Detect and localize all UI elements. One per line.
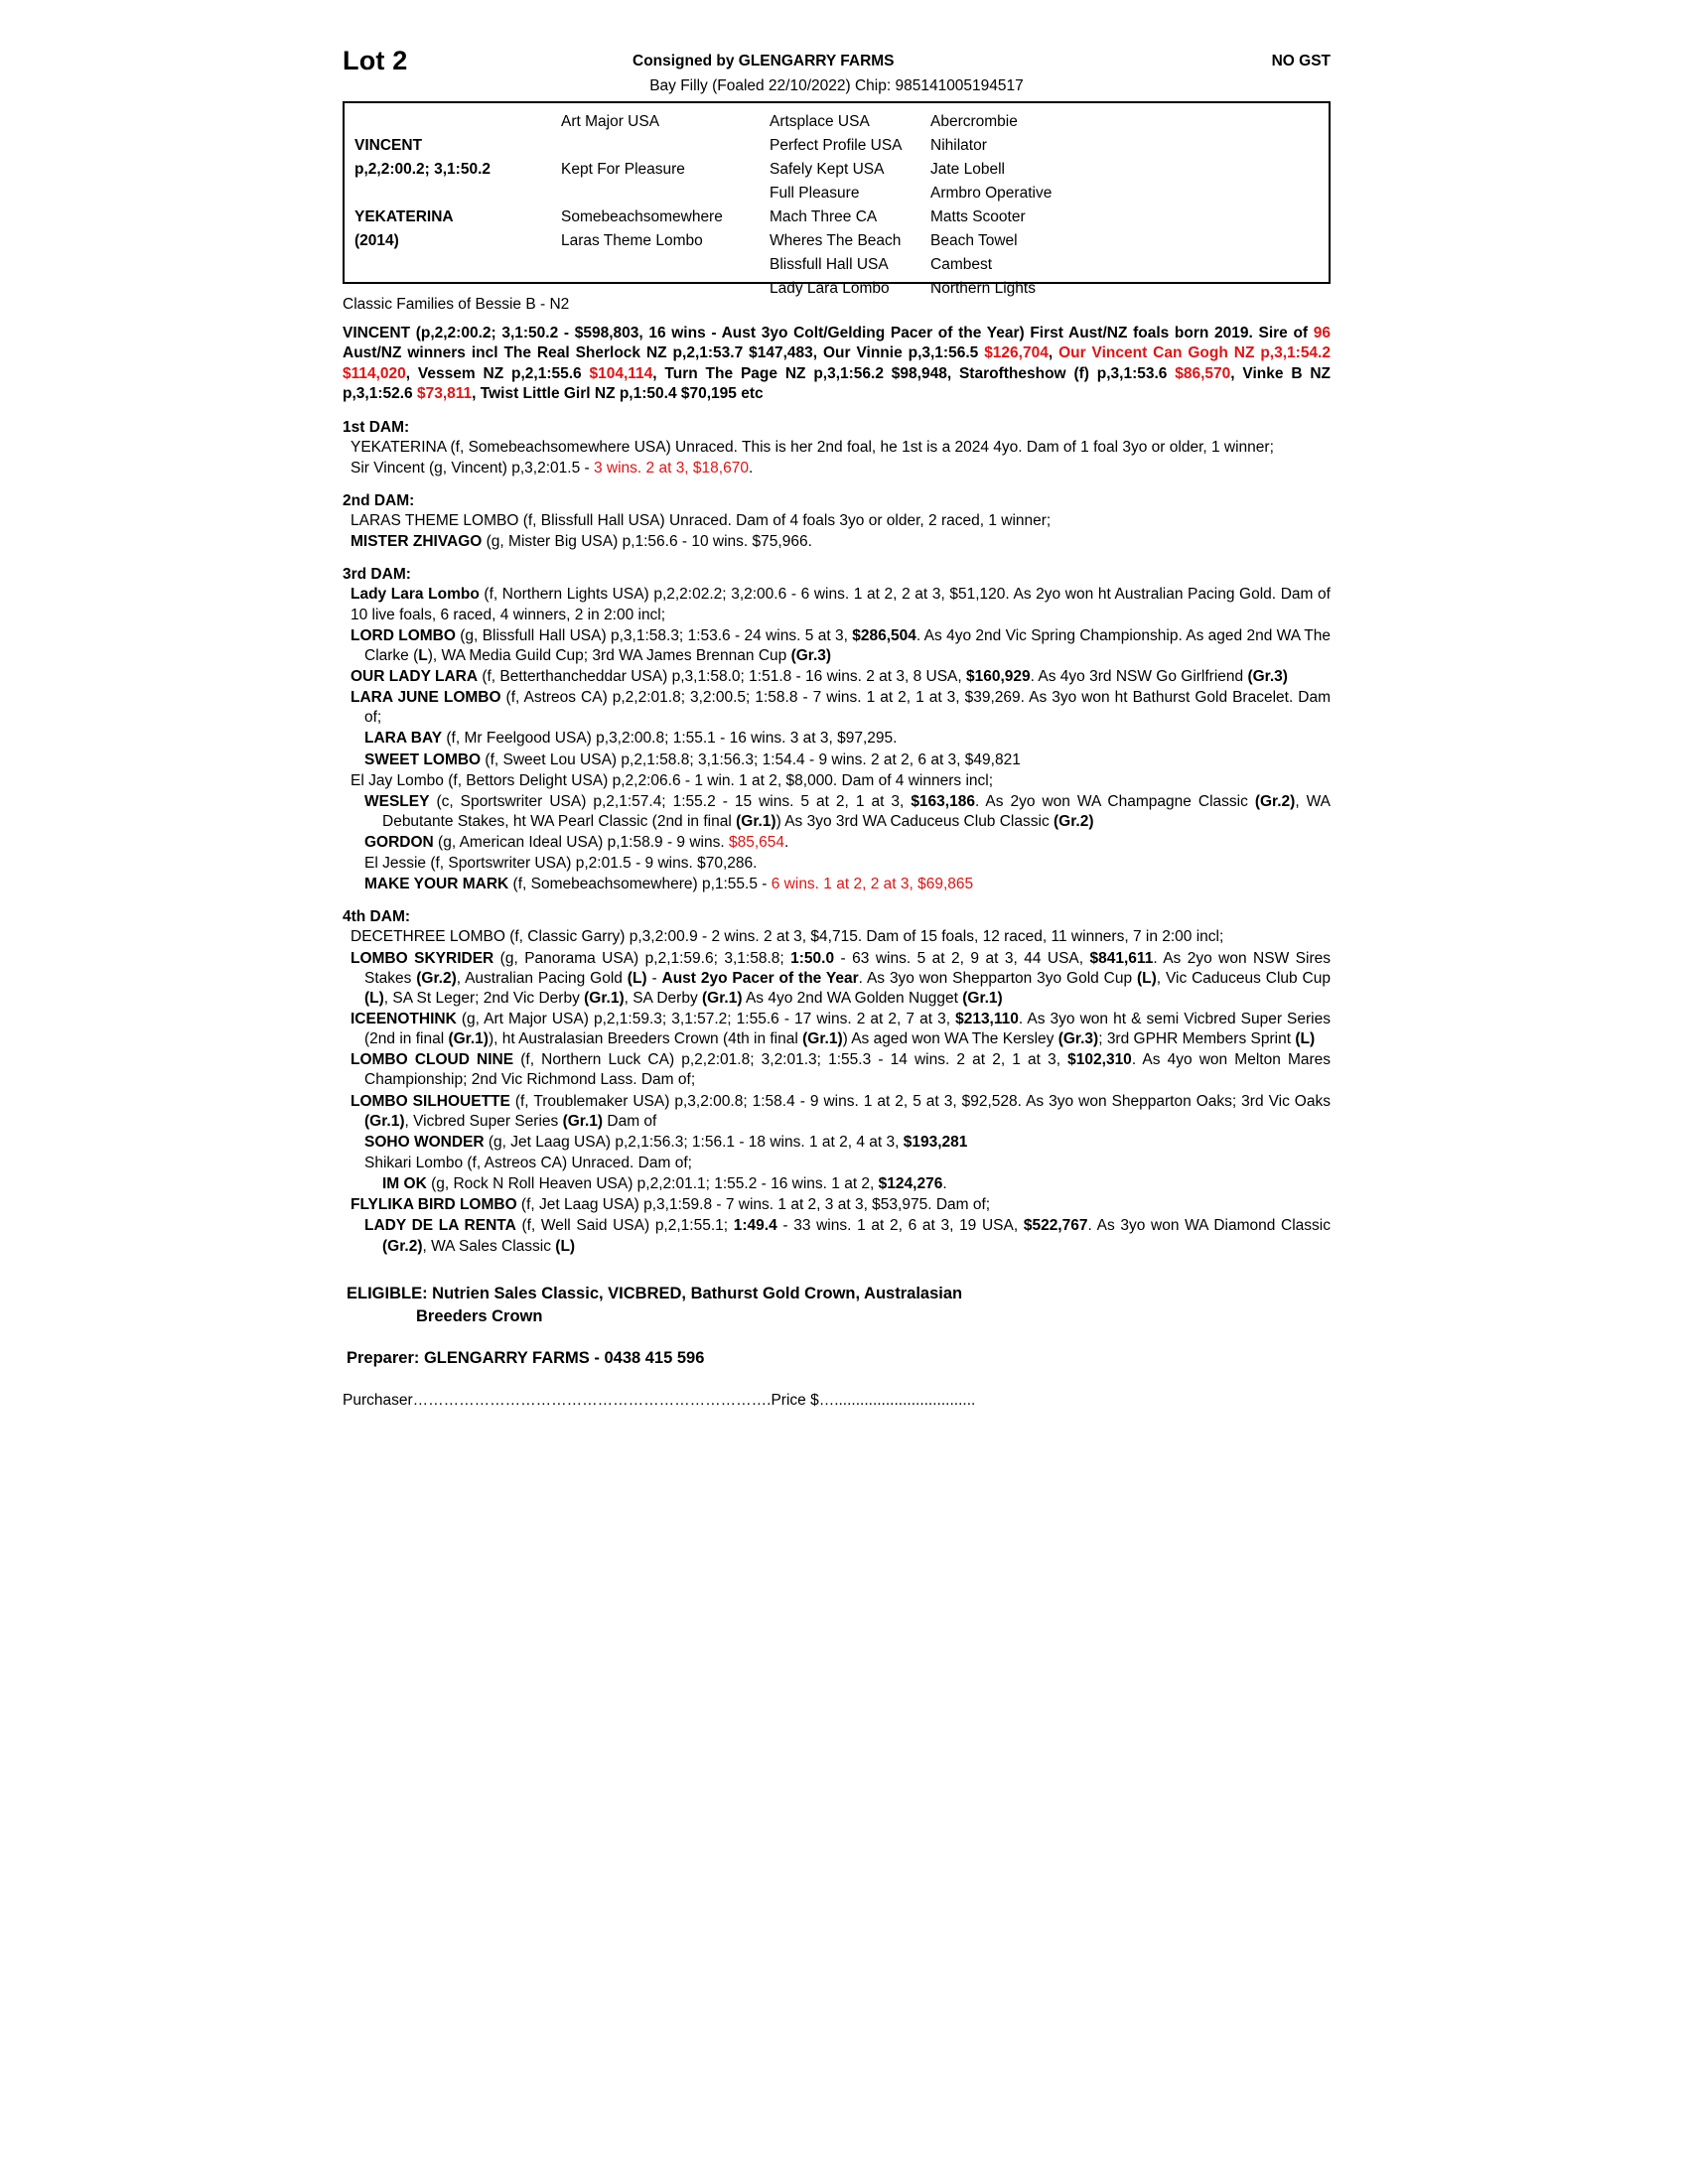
emphasis-text: (L) [364, 989, 384, 1007]
emphasis-text: L [418, 646, 428, 664]
entry-text: (f, Northern Luck CA) p,2,2:01.8; 3,2:01.3; 1:55.3 - 14 wins. 2 at 2, 1 at 3, [513, 1051, 1068, 1069]
dam-year: (2014) [354, 232, 399, 249]
entry-text: (f, Somebeachsomewhere USA) Unraced. This is her 2nd foal, he 1st is a 2024 4yo. Dam of 1 foal 3yo or older, 1 winner; [446, 438, 1274, 456]
emphasis-text: $163,186 [911, 792, 975, 810]
entry-text: , WA Sales Classic [422, 1237, 556, 1255]
emphasis-text: (Gr.1) [962, 989, 1003, 1007]
entry-text: El Jay Lombo [351, 771, 444, 789]
pedigree-cell: Northern Lights [930, 280, 1036, 297]
sire-summary-part: VINCENT (p,2,2:00.2; 3,1:50.2 - $598,803, 16 wins - Aust 3yo Colt/Gelding Pacer of the Year) First Aust/NZ foals born 2019. Sire of [343, 325, 1314, 341]
emphasis-text: MISTER ZHIVAGO [351, 533, 483, 551]
sire-summary-part: Aust/NZ winners incl The Real Sherlock NZ p,2,1:53.7 $147,483, Our Vinnie p,3,1:56.5 [343, 344, 985, 362]
emphasis-text: $102,310 [1067, 1051, 1132, 1069]
entry-text: (f, Classic Garry) p,3,2:00.9 - 2 wins. 2 at 3, $4,715. Dam of 15 foals, 12 raced, 11 winners, 7 in 2:00 incl; [504, 928, 1224, 946]
entry-text: (g, Jet Laag USA) p,2,1:56.3; 1:56.1 - 18 wins. 1 at 2, 4 at 3, [484, 1133, 904, 1151]
pedigree-cell: Art Major USA [561, 113, 660, 130]
catalogue-sheet [343, 40, 1331, 1410]
pedigree-entry [351, 511, 1331, 531]
emphasis-text: WESLEY [364, 792, 430, 810]
dam-heading: 2nd DAM: [343, 492, 415, 510]
emphasis-text: OUR LADY LARA [351, 667, 479, 685]
entry-text: (f, Sportswriter USA) p,2:01.5 - 9 wins. $70,286. [426, 855, 758, 873]
emphasis-text: (L) [627, 969, 647, 987]
entry-text: . [942, 1175, 947, 1193]
entry-text: . As 2yo won WA Champagne Classic [974, 792, 1255, 810]
earnings-highlight: $104,114 [589, 364, 653, 382]
emphasis-text: FLYLIKA BIRD LOMBO [351, 1196, 517, 1214]
dam-heading: 1st DAM: [343, 418, 410, 436]
pedigree-cell: Perfect Profile USA [770, 137, 903, 154]
dam-heading: 3rd DAM: [343, 566, 411, 584]
entry-text: , SA St Leger; 2nd Vic Derby [383, 989, 585, 1007]
pedigree-cell: Cambest [930, 256, 993, 273]
pedigree-entry [351, 1050, 1332, 1090]
pedigree-entry [364, 833, 1331, 853]
classic-families-line: Classic Families of Bessie B - N2 [343, 296, 570, 313]
emphasis-text: MAKE YOUR MARK [364, 876, 509, 893]
entry-text: (f, Astreos CA) p,2,2:01.8; 3,2:00.5; 1:58.8 - 7 wins. 1 at 2, 1 at 3, $39,269. As 3yo won ht Bathurst Gold Bracelet. Dam of; [364, 689, 1331, 727]
sire-summary-part: , [1048, 344, 1059, 362]
emphasis-text: (Gr.2) [382, 1237, 423, 1255]
entry-text: (f, Bettors Delight USA) p,2,2:06.6 - 1 win. 1 at 2, $8,000. Dam of 4 winners incl; [443, 771, 994, 789]
entry-text: . As 4yo won Melton Mares Championship; 2nd Vic Richmond Lass. Dam of; [364, 1051, 1332, 1089]
pedigree-entry [351, 1010, 1331, 1049]
emphasis-text: $160,929 [966, 667, 1031, 685]
highlight-text: $85,654 [728, 834, 784, 852]
pedigree-cell: Matts Scooter [930, 208, 1026, 225]
emphasis-text: LARA BAY [364, 730, 443, 748]
entry-text: As 4yo 2nd WA Golden Nugget [742, 989, 963, 1007]
emphasis-text: GORDON [364, 834, 434, 852]
emphasis-text: LADY DE LA RENTA [364, 1217, 516, 1235]
entry-text: (f, Astreos CA) Unraced. Dam of; [463, 1155, 692, 1172]
entry-text: . As 4yo 2nd Vic Spring Championship. As aged 2nd WA The Clarke ( [364, 626, 1331, 664]
entry-text: (g, Rock N Roll Heaven USA) p,2,2:01.1; 1:55.2 - 16 wins. 1 at 2, [426, 1175, 879, 1193]
entry-text: . As 2yo won NSW Sires Stakes [364, 949, 1331, 987]
entry-text: (g, Art Major USA) p,2,1:59.3; 3,1:57.2; 1:55.6 - 17 wins. 2 at 2, 7 at 3, [456, 1011, 956, 1028]
pedigree-cell: Abercrombie [930, 113, 1018, 130]
emphasis-text: (Gr.1) [562, 1112, 604, 1130]
emphasis-text: (Gr.1) [736, 812, 776, 830]
dam-sections [343, 419, 1331, 1257]
emphasis-text: (L) [555, 1237, 576, 1255]
sire-summary-part: , Vessem NZ p,2,1:55.6 [405, 364, 590, 382]
emphasis-text: (Gr.2) [416, 969, 457, 987]
entry-text: (f, Well Said USA) p,2,1:55.1; [515, 1217, 734, 1235]
emphasis-text: (Gr.3) [790, 646, 832, 664]
entry-text: Shikari Lombo [364, 1155, 464, 1172]
pedigree-entry [364, 854, 1331, 874]
entry-text: . As 3yo won WA Diamond Classic [1087, 1217, 1331, 1235]
emphasis-text: $286,504 [852, 626, 916, 644]
emphasis-text: $522,767 [1023, 1217, 1088, 1235]
entry-text: (g, Blissfull Hall USA) p,3,1:58.3; 1:53.6 - 24 wins. 5 at 3, [455, 626, 853, 644]
dam-heading: 4th DAM: [343, 908, 411, 926]
emphasis-text: LOMBO SILHOUETTE [351, 1092, 510, 1110]
entry-text: ; 3rd GPHR Members Sprint [1098, 1030, 1296, 1048]
emphasis-text: ICEENOTHINK [351, 1011, 457, 1028]
pedigree-cell: Full Pleasure [770, 185, 860, 202]
sire-summary-part: , Turn The Page NZ p,3,1:56.2 $98,948, Staroftheshow (f) p,3,1:53.6 [652, 364, 1176, 382]
entry-text: Sir Vincent [351, 459, 425, 477]
entry-text: - 63 wins. 5 at 2, 9 at 3, 44 USA, [834, 949, 1090, 967]
pedigree-entry [351, 771, 1331, 791]
pedigree-entry [364, 1133, 1331, 1153]
pedigree-cell: Laras Theme Lombo [561, 232, 703, 249]
entry-text: . As 3yo won ht & semi Vicbred Super Series (2nd in final [364, 1011, 1331, 1048]
entry-text: (g, Mister Big USA) p,1:56.6 - 10 wins. $75,966. [482, 533, 812, 551]
pedigree-col-fourth-gen [930, 103, 1109, 297]
pedigree-cell: Artsplace USA [770, 113, 870, 130]
pedigree-entry [364, 1216, 1331, 1256]
emphasis-text: SWEET LOMBO [364, 751, 482, 768]
entry-text: , Australian Pacing Gold [456, 969, 628, 987]
pedigree-cell: Armbro Operative [930, 185, 1053, 202]
pedigree-col-great-grandparents [770, 103, 926, 297]
emphasis-text: (Gr.1) [448, 1030, 489, 1048]
entry-text: (f, Somebeachsomewhere) p,1:55.5 - [508, 876, 772, 893]
pedigree-entry [364, 792, 1332, 832]
sire-summary-part: , Twist Little Girl NZ p,1:50.4 $70,195 etc [472, 385, 764, 403]
pedigree-entry [364, 751, 1331, 770]
entry-text: (f, Northern Lights USA) p,2,2:02.2; 3,2:00.6 - 6 wins. 1 at 2, 2 at 3, $51,120. As 2yo won ht Australian Pacing Gold. Dam of 10 live foals, 6 raced, 4 winners, 2 in 2:00 incl; [351, 586, 1331, 623]
emphasis-text: (Gr.1) [584, 989, 625, 1007]
pedigree-col-grandparents [561, 103, 770, 282]
entry-text: (f, Blissfull Hall USA) Unraced. Dam of 4 foals 3yo or older, 2 raced, 1 winner; [518, 512, 1052, 530]
emphasis-text: LOMBO CLOUD NINE [351, 1051, 514, 1069]
pedigree-cell: Kept For Pleasure [561, 161, 685, 178]
pedigree-entry [364, 875, 1331, 894]
pedigree-entry [364, 1154, 1331, 1173]
pedigree-entry [351, 1092, 1331, 1132]
emphasis-text: 1:49.4 [733, 1217, 777, 1235]
emphasis-text: (L) [1136, 969, 1157, 987]
pedigree-entry [351, 1195, 1331, 1215]
entry-text: , Vicbred Super Series [404, 1112, 563, 1130]
earnings-highlight: $126,704 [984, 344, 1049, 362]
entry-text: - [646, 969, 662, 987]
animal-description: Bay Filly (Foaled 22/10/2022) Chip: 985141005194517 [649, 77, 1024, 94]
dam-name: YEKATERINA [354, 208, 454, 225]
emphasis-text: $193,281 [903, 1133, 968, 1151]
lot-number: Lot 2 [343, 46, 408, 75]
preparer-line: Preparer: GLENGARRY FARMS - 0438 415 596 [347, 1349, 705, 1368]
emphasis-text: Lady Lara Lombo [351, 586, 480, 604]
emphasis-text: (Gr.1) [702, 989, 743, 1007]
pedigree-entry [351, 688, 1331, 728]
emphasis-text: $124,276 [878, 1175, 943, 1193]
entry-text: . [748, 459, 754, 477]
pedigree-entry [351, 459, 1331, 478]
emphasis-text: (Gr.2) [1254, 792, 1296, 810]
sire-record: p,2,2:00.2; 3,1:50.2 [354, 161, 491, 178]
entry-text: , Vic Caduceus Club Cup [1156, 969, 1331, 987]
entry-text: , WA Debutante Stakes, ht WA Pearl Classic (2nd in final [382, 792, 1332, 830]
pedigree-cell: Nihilator [930, 137, 987, 154]
emphasis-text: (L) [1295, 1030, 1316, 1048]
pedigree-cell: Blissfull Hall USA [770, 256, 889, 273]
consignor-label: Consigned by GLENGARRY FARMS [633, 53, 895, 69]
emphasis-text: IM OK [382, 1175, 427, 1193]
emphasis-text: (Gr.1) [802, 1030, 843, 1048]
pedigree-cell: Mach Three CA [770, 208, 878, 225]
emphasis-text: (Gr.2) [1054, 812, 1094, 830]
sire-summary-paragraph [343, 324, 1331, 405]
emphasis-text: 1:50.0 [790, 949, 835, 967]
entry-text: ), ht Australasian Breeders Crown (4th in final [488, 1030, 803, 1048]
pedigree-cell: Lady Lara Lombo [770, 280, 890, 297]
earnings-highlight: $86,570 [1175, 364, 1231, 382]
pedigree-entry [382, 1174, 1331, 1194]
pedigree-cell: Somebeachsomewhere [561, 208, 723, 225]
entry-text: (c, Sportswriter USA) p,2,1:57.4; 1:55.2 - 15 wins. 5 at 2, 1 at 3, [429, 792, 912, 810]
emphasis-text: $213,110 [955, 1011, 1019, 1028]
entry-text: ) As 3yo 3rd WA Caduceus Club Classic [775, 812, 1054, 830]
pedigree-entry [351, 438, 1331, 458]
pedigree-entry [351, 949, 1331, 1009]
pedigree-entry [364, 729, 1331, 749]
entry-text: . As 3yo won Shepparton 3yo Gold Cup [858, 969, 1137, 987]
entry-text: ) As aged won WA The Kersley [842, 1030, 1058, 1048]
entry-text: (f, Troublemaker USA) p,3,2:00.8; 1:58.4 - 9 wins. 1 at 2, 5 at 3, $92,528. As 3yo won Shepparton Oaks; 3rd Vic Oaks [509, 1092, 1331, 1110]
highlight-text: 3 wins. 2 at 3, $18,670 [593, 459, 749, 477]
pedigree-cell: Wheres The Beach [770, 232, 902, 249]
entry-text: (f, Sweet Lou USA) p,2,1:58.8; 3,1:56.3; 1:54.4 - 9 wins. 2 at 2, 6 at 3, $49,821 [481, 751, 1021, 768]
sire-name: VINCENT [354, 137, 423, 154]
pedigree-cell: Beach Towel [930, 232, 1018, 249]
eligible-line-1: ELIGIBLE: Nutrien Sales Classic, VICBRED, Bathurst Gold Crown, Australasian [347, 1284, 963, 1302]
entry-text: (f, Jet Laag USA) p,3,1:59.8 - 7 wins. 1 at 2, 3 at 3, $53,975. Dam of; [516, 1196, 991, 1214]
entry-text: YEKATERINA [351, 438, 447, 456]
eligible-line-2: Breeders Crown [416, 1306, 543, 1325]
pedigree-entry [351, 667, 1331, 687]
entry-text: LARAS THEME LOMBO [351, 512, 519, 530]
entry-text: (g, American Ideal USA) p,1:58.9 - 9 wins. [433, 834, 729, 852]
emphasis-text: LORD LOMBO [351, 626, 456, 644]
pedigree-entry [351, 585, 1331, 624]
emphasis-text: LARA JUNE LOMBO [351, 689, 501, 707]
page-header [343, 40, 1331, 97]
pedigree-entry [351, 626, 1331, 666]
emphasis-text: (Gr.3) [1247, 667, 1288, 685]
entry-text: Dam of [603, 1112, 657, 1130]
emphasis-text: SOHO WONDER [364, 1133, 485, 1151]
sire-summary-part: , Vinke B NZ p,3,1:52.6 [343, 364, 1332, 403]
emphasis-text: LOMBO SKYRIDER [351, 949, 494, 967]
pedigree-entry [351, 532, 1331, 552]
entry-text: DECETHREE LOMBO [351, 928, 505, 946]
progeny-highlight: Our Vincent Can Gogh NZ p,3,1:54.2 $114,020 [343, 344, 1331, 382]
entry-text: El Jessie [364, 855, 427, 873]
highlight-text: 6 wins. 1 at 2, 2 at 3, $69,865 [771, 876, 974, 893]
emphasis-text: Aust 2yo Pacer of the Year [661, 969, 859, 987]
entry-text: - 33 wins. 1 at 2, 6 at 3, 19 USA, [776, 1217, 1024, 1235]
pedigree-cell: Safely Kept USA [770, 161, 885, 178]
pedigree-entry [351, 927, 1331, 947]
earnings-highlight: $73,811 [416, 385, 473, 403]
entry-text: ), WA Media Guild Cup; 3rd WA James Brennan Cup [427, 646, 791, 664]
purchaser-line: Purchaser…………………………………………………………….Price $…................................. [343, 1392, 976, 1410]
entry-text: . [784, 834, 789, 852]
emphasis-text: $841,611 [1089, 949, 1154, 967]
eligible-block [347, 1283, 1331, 1328]
entry-text: , SA Derby [624, 989, 703, 1007]
entry-text: (g, Panorama USA) p,2,1:59.6; 3,1:58.8; [493, 949, 791, 967]
emphasis-text: (Gr.1) [364, 1112, 405, 1130]
pedigree-table [343, 101, 1331, 297]
gst-badge: NO GST [1271, 53, 1331, 69]
emphasis-text: (Gr.3) [1057, 1030, 1099, 1048]
entry-text: (f, Mr Feelgood USA) p,3,2:00.8; 1:55.1 - 16 wins. 3 at 3, $97,295. [442, 730, 898, 748]
pedigree-cell: Jate Lobell [930, 161, 1005, 178]
entry-text: (f, Betterthancheddar USA) p,3,1:58.0; 1:51.8 - 16 wins. 2 at 3, 8 USA, [478, 667, 966, 685]
pedigree-col-parents [354, 103, 563, 282]
entry-text: (g, Vincent) p,3,2:01.5 - [424, 459, 594, 477]
sire-winner-count: 96 [1313, 325, 1331, 341]
entry-text: . As 4yo 3rd NSW Go Girlfriend [1030, 667, 1248, 685]
